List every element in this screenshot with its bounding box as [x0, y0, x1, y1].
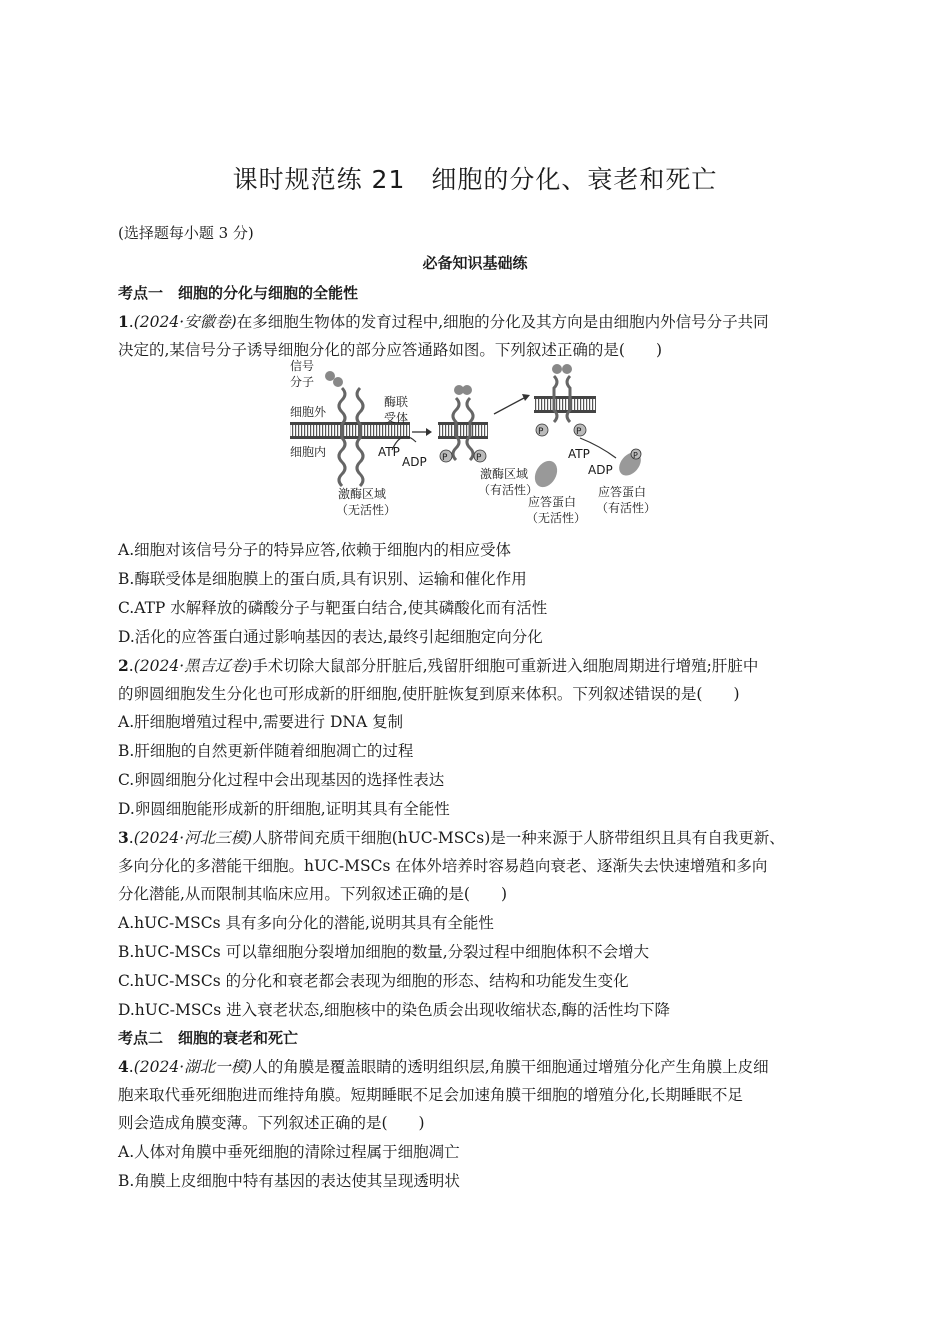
q4-stem-2: 胞来取代垂死细胞进而维持角膜。短期睡眠不足会加速角膜干细胞的增殖分化,长期睡眠不足 — [118, 1086, 743, 1104]
q3-option-b: B.hUC-MSCs 可以靠细胞分裂增加细胞的数量,分裂过程中细胞体积不会增大 — [118, 943, 650, 961]
q2-stem-1: 手术切除大鼠部分肝脏后,残留肝细胞可重新进入细胞周期进行增殖;肝脏中 — [252, 657, 759, 675]
step-arrow-2 — [494, 398, 524, 414]
q3-stem-1: 人脐带间充质干细胞(hUC-MSCs)是一种来源于人脐带组织且具有自我更新、 — [252, 829, 785, 847]
q3-option-d: D.hUC-MSCs 进入衰老状态,细胞核中的染色质会出现收缩状态,酶的活性均下降 — [118, 1001, 671, 1019]
label-receptor-1: 酶联 — [384, 395, 409, 409]
q4-stem-3: 则会造成角膜变薄。下列叙述正确的是( ) — [118, 1114, 425, 1132]
q2-source: (2024·黑吉辽卷) — [133, 657, 253, 675]
section-heading: 必备知识基础练 — [422, 254, 528, 272]
step-arrow-1-head — [426, 428, 432, 436]
q4-option-a: A.人体对角膜中垂死细胞的清除过程属于细胞凋亡 — [118, 1143, 460, 1161]
label-p-1: P — [442, 453, 448, 463]
label-outside: 细胞外 — [290, 405, 327, 419]
signal-molecule-icon — [562, 364, 572, 374]
signal-molecule-icon — [462, 385, 472, 395]
signal-pathway-diagram — [280, 358, 700, 528]
q2-stem-2: 的卵圆细胞发生分化也可形成新的肝细胞,使肝脏恢复到原来体积。下列叙述错误的是( ) — [118, 685, 740, 703]
q2-option-b: B.肝细胞的自然更新伴随着细胞凋亡的过程 — [118, 742, 414, 760]
label-receptor-2: 受体 — [384, 411, 409, 425]
label-p-2: P — [476, 453, 482, 463]
q1-option-a: A.细胞对该信号分子的特异应答,依赖于细胞内的相应受体 — [118, 541, 512, 559]
page-title: 课时规范练 21 细胞的分化、衰老和死亡 — [232, 165, 718, 194]
q2-number: 2 — [118, 656, 129, 675]
q1-stem-2: 决定的,某信号分子诱导细胞分化的部分应答通路如图。下列叙述正确的是( ) — [118, 341, 663, 359]
q1-stem-1: 在多细胞生物体的发育过程中,细胞的分化及其方向是由细胞内外信号分子共同 — [236, 313, 769, 331]
q2-option-c: C.卵圆细胞分化过程中会出现基因的选择性表达 — [118, 771, 445, 789]
step-arrow-2-head — [522, 394, 530, 401]
signal-molecule-icon — [552, 364, 562, 374]
q3-source: (2024·河北三模) — [133, 829, 253, 847]
q3-number: 3 — [118, 828, 129, 847]
q1-option-b: B.酶联受体是细胞膜上的蛋白质,具有识别、运输和催化作用 — [118, 570, 527, 588]
label-signal-2: 分子 — [290, 375, 315, 389]
q1-source: (2024·安徽卷) — [133, 313, 237, 331]
label-response-inactive-b: （无活性） — [526, 511, 587, 525]
q2-option-a: A.肝细胞增殖过程中,需要进行 DNA 复制 — [118, 713, 404, 731]
q3-stem-2: 多向分化的多潜能干细胞。hUC-MSCs 在体外培养时容易趋向衰老、逐渐失去快速增殖和多向 — [118, 857, 768, 875]
q1-line-1: 1.(2024·安徽卷)在多细胞生物体的发育过程中,细胞的分化及其方向是由细胞内外信号分子共同 — [118, 312, 769, 331]
label-kinase-active: 激酶区域 — [480, 467, 529, 481]
label-kinase-inactive: 激酶区域 — [338, 487, 387, 501]
knowledge-point-2: 考点二 细胞的衰老和死亡 — [118, 1029, 299, 1047]
q1-option-c: C.ATP 水解释放的磷酸分子与靶蛋白结合,使其磷酸化而有活性 — [118, 599, 548, 617]
q4-stem-1: 人的角膜是覆盖眼睛的透明组织层,角膜干细胞通过增殖分化产生角膜上皮细 — [252, 1058, 769, 1076]
q1-option-d: D.活化的应答蛋白通过影响基因的表达,最终引起细胞定向分化 — [118, 628, 543, 646]
label-kinase-active-b: （有活性） — [478, 483, 539, 497]
label-adp-2: ADP — [588, 463, 613, 477]
label-atp-1: ATP — [378, 445, 400, 459]
q3-option-c: C.hUC-MSCs 的分化和衰老都会表现为细胞的形态、结构和功能发生变化 — [118, 972, 629, 990]
label-p-4: P — [576, 427, 582, 437]
score-note: (选择题每小题 3 分) — [118, 224, 254, 242]
signal-molecule-icon — [333, 377, 343, 387]
label-response-active: 应答蛋白 — [598, 485, 647, 499]
label-signal-1: 信号 — [290, 359, 315, 373]
q3-stem-3: 分化潜能,从而限制其临床应用。下列叙述正确的是( ) — [118, 885, 508, 903]
label-inside: 细胞内 — [290, 445, 327, 459]
q4-option-b: B.角膜上皮细胞中特有基因的表达使其呈现透明状 — [118, 1172, 460, 1190]
label-response-inactive: 应答蛋白 — [528, 495, 577, 509]
signal-molecule-icon — [325, 371, 335, 381]
knowledge-point-1: 考点一 细胞的分化与细胞的全能性 — [118, 284, 359, 302]
q4-source: (2024·湖北一模) — [133, 1058, 253, 1076]
label-p-3: P — [538, 427, 544, 437]
q1-number: 1 — [118, 312, 129, 331]
q2-option-d: D.卵圆细胞能形成新的肝细胞,证明其具有全能性 — [118, 800, 450, 818]
q3-line-1: 3.(2024·河北三模)人脐带间充质干细胞(hUC-MSCs)是一种来源于人脐带组织且具有自我更新、 — [118, 828, 785, 847]
label-adp-1: ADP — [402, 455, 427, 469]
q3-option-a: A.hUC-MSCs 具有多向分化的潜能,说明其具有全能性 — [118, 914, 494, 932]
q4-number: 4 — [118, 1057, 129, 1076]
label-kinase-inactive-b: （无活性） — [336, 503, 397, 517]
cell-membrane-3 — [534, 396, 596, 413]
label-response-active-b: （有活性） — [596, 501, 657, 515]
label-atp-2: ATP — [568, 447, 590, 461]
cell-membrane-2 — [438, 422, 488, 439]
q2-line-1: 2.(2024·黑吉辽卷)手术切除大鼠部分肝脏后,残留肝细胞可重新进入细胞周期进行增殖;肝脏中 — [118, 656, 759, 675]
label-p-5: P — [633, 451, 638, 460]
q4-line-1: 4.(2024·湖北一模)人的角膜是覆盖眼睛的透明组织层,角膜干细胞通过增殖分化产生角膜上皮细 — [118, 1057, 769, 1076]
